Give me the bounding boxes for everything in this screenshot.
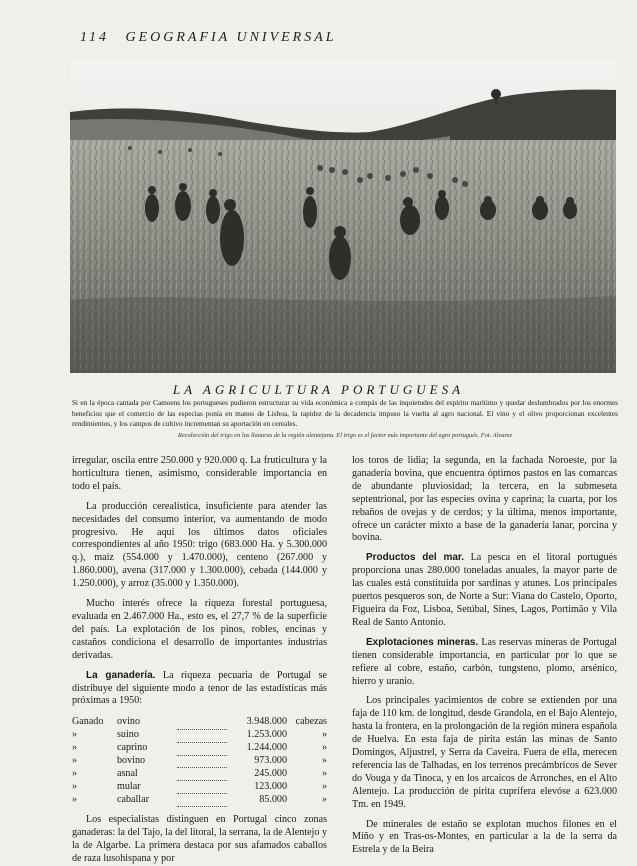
table-cell: » <box>321 780 327 792</box>
paragraph: irregular, oscila entre 250.000 y 920.000 q. La fruticultura y la horticultura tienen, asimismo, considerable importancia en todo el país. <box>72 455 327 492</box>
section-heading: Productos del mar. <box>366 552 465 564</box>
paragraph-text: La pesca en el litoral portugués proporciona unas 280.000 toneladas anuales, la mayor parte de las cuales está constituida por sardinas y atunes. Los principales puertos pesqueros son, de Norte a Sur: Viana do Castelo, Oporto, Figueira da Foz, Lisboa, Setúbal, Sines, Lagos, Portimão y Vila Real de Santo Antonio. <box>352 552 618 628</box>
table-cell: » <box>321 755 327 767</box>
paragraph <box>352 637 617 689</box>
paragraph: Los especialistas distinguen en Portugal cinco zonas ganaderas: la del Tajo, la del litoral, la serrana, la de Alentejo y la de Algarbe. La primera destaca por sus afamados caballos de raza lusohispana y por <box>72 814 327 864</box>
leader-dots <box>177 742 227 755</box>
table-row <box>72 794 327 807</box>
leader-dots <box>177 755 227 768</box>
leader-dots <box>177 781 227 794</box>
table-cell: » <box>72 780 78 792</box>
section-heading: La ganadería. <box>86 669 156 681</box>
table-cell: » <box>72 755 78 767</box>
livestock-table <box>72 716 327 807</box>
running-title: GEOGRAFIA UNIVERSAL <box>125 30 337 45</box>
paragraph: Mucho interés ofrece la riqueza forestal portuguesa, evaluada en 2.467.000 Ha., esto es, el 27,7 % de la superficie del país. La explotación de los pinos, robles, encinas y castaños condiciona el desarrollo de importantes industrias derivadas. <box>72 598 327 661</box>
caption-title: LA AGRICULTURA PORTUGUESA <box>172 382 465 397</box>
table-cell: 85.000 <box>259 793 287 805</box>
paragraph: los toros de lidia; la segunda, en la fachada Noroeste, por la ganadería bovina, que encuentra óptimos pastos en las comarcas de abundante pluviosidad; la tercera, en la submeseta septentrional, por las especies ovina y caprina; la cuarta, por los rebaños de ovejas y de cerdos; y la última, menos importante, ofrece un carácter mixto a base de la ganadería lanar, porcina y bovina. <box>352 455 617 544</box>
leader-dots <box>177 729 227 742</box>
table-cell: Ganado <box>72 716 104 728</box>
harvest-photo <box>70 60 616 373</box>
left-column <box>72 455 327 866</box>
table-cell: 1.253.000 <box>246 729 287 741</box>
table-cell: » <box>321 767 327 779</box>
table-cell: » <box>72 729 78 741</box>
table-row <box>72 729 327 742</box>
table-cell: » <box>321 742 327 754</box>
caption-text: Si en la época cantada por Camoens los portugueses pudieron estructurar su vida económica a compás de las inquietudes del espíritu marítimo y quedar deslumbrados por los enormes beneficios que el comercio de las especias ponía en manos de Lisboa, la rapidez de la decadencia impuso la vuelta al agro nacional. El vino y el olivo proporcionan excelentes rendimientos, y los campos de cultivo incrementan su aportación en cereales. <box>72 398 618 429</box>
page-header <box>80 30 337 46</box>
table-row <box>72 781 327 794</box>
table-cell: 3.948.000 <box>246 716 287 728</box>
table-cell: » <box>72 767 78 779</box>
table-cell: caprino <box>117 742 148 754</box>
table-cell: 973.000 <box>254 755 287 767</box>
table-cell: mular <box>117 780 141 792</box>
leader-dots <box>177 794 227 807</box>
table-cell: » <box>321 729 327 741</box>
paragraph-text: Las reservas mineras de Portugal tienen considerable importancia, en particular por lo que se refiere al cobre, estaño, carbón, tungsteno, plomo, arsénico, hierro y uranio. <box>352 636 617 687</box>
table-cell: 245.000 <box>254 767 287 779</box>
paragraph: Los principales yacimientos de cobre se extienden por una faja de 110 km. de longitud, desde Grandola, en el Bajo Alentejo, hasta la frontera, en la prolongación de la región minera española de Huelva. En esta faja de pirita están las minas de Santo Domingos, Aljustrel, y Serra da Caveira. Fuera de ella, merecen referencia las de Talhadas, en los terrenos precámbricos de Sever do Vouga y da Tinoca, y en los arcaicos de Arronches, en el Alto Alentejo. La producción de pirita cuprífera elevóse a 623.000 Tm. en 1949. <box>352 695 617 810</box>
section-heading: Explotaciones mineras. <box>366 636 479 648</box>
table-cell: cabezas <box>295 716 327 728</box>
table-cell: 123.000 <box>254 780 287 792</box>
paragraph-text: La riqueza pecuaria de Portugal se distribuye del siguiente modo a tenor de las estadísticas más próximas a 1950: <box>72 669 327 707</box>
table-cell: asnal <box>117 767 138 779</box>
right-column <box>352 455 617 857</box>
table-row <box>72 768 327 781</box>
table-row <box>72 716 327 729</box>
leader-dots <box>177 768 227 781</box>
page-number: 114 <box>80 30 109 45</box>
table-cell: 1.244.000 <box>246 742 287 754</box>
paragraph <box>72 670 327 709</box>
table-row <box>72 755 327 768</box>
table-cell: suino <box>117 729 139 741</box>
table-cell: » <box>72 793 78 805</box>
table-cell: bovino <box>117 755 146 767</box>
leader-dots <box>177 716 227 729</box>
photo-credit: Recolección del trigo en las llanuras de la región alentejana. El trigo es el factor más importante del agro portugués. Fot. Alvarez <box>178 432 512 439</box>
table-cell: caballar <box>117 793 149 805</box>
table-cell: ovino <box>117 716 140 728</box>
paragraph: La producción cerealística, insuficiente para atender las necesidades del consumo interior, va aumentando de modo progresivo. He aquí los últimos datos oficiales correspondientes al año 1950: trigo (683.000 Ha. y 5.300.000 q.), maíz (554.000 y 1.470.000), centeno (267.000 y 1.860.000), avena (317.000 y 1.300.000), cebada (144.000 y 1.250.000), y arroz (35.000 y 1.350.000). <box>72 500 327 590</box>
paragraph: De minerales de estaño se explotan muchos filones en el Miño y en Tras-os-Montes, en particular a la de la serra da Estrela y de la Beira <box>352 818 617 856</box>
paragraph <box>352 552 617 629</box>
table-cell: » <box>72 742 78 754</box>
table-cell: » <box>321 793 327 805</box>
table-row <box>72 742 327 755</box>
